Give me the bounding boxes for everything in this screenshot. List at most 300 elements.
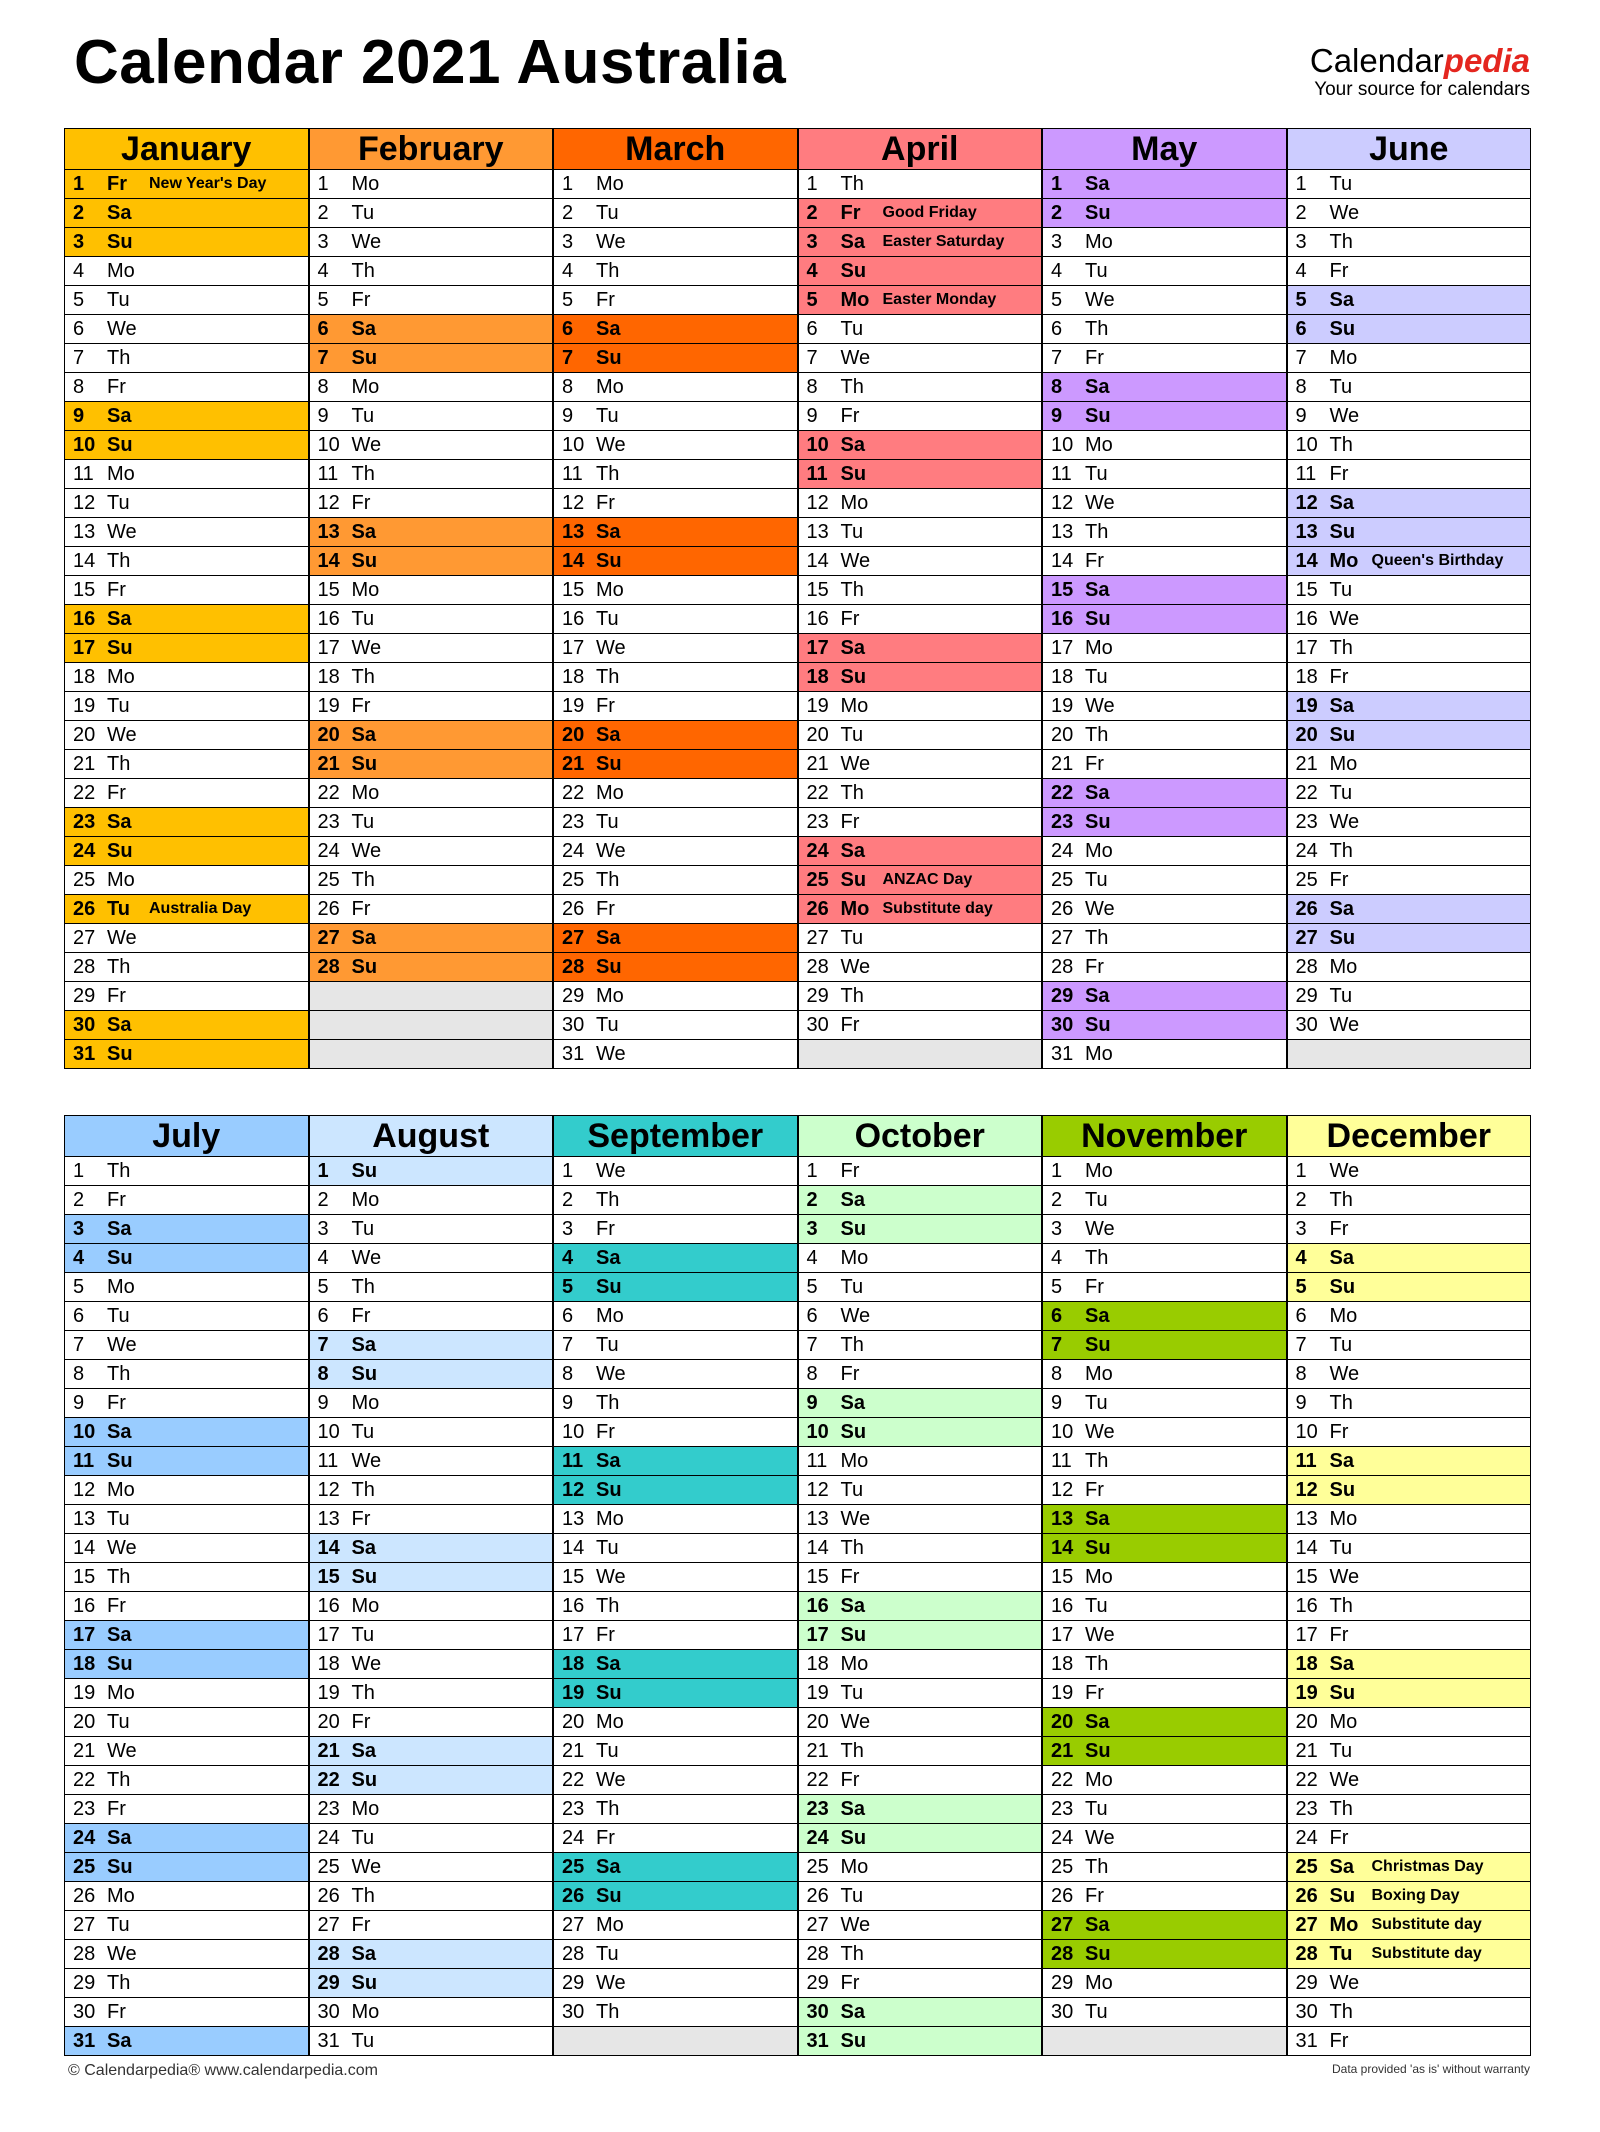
weekday-abbr: Tu — [351, 608, 375, 630]
day-row — [64, 2027, 309, 2056]
day-number: 18 — [806, 1653, 829, 1675]
weekday-abbr: Sa — [596, 1653, 621, 1675]
day-number: 18 — [73, 1653, 96, 1675]
day-row — [309, 692, 554, 721]
weekday-abbr: Fr — [1085, 347, 1104, 369]
day-number: 18 — [806, 666, 829, 688]
day-row — [1042, 1389, 1287, 1418]
day-number: 24 — [806, 1827, 829, 1849]
day-row — [1287, 924, 1532, 953]
brand-tagline: Your source for calendars — [1314, 79, 1530, 100]
day-row — [1287, 1853, 1532, 1882]
day-number: 16 — [73, 608, 96, 630]
day-number: 5 — [1051, 289, 1063, 311]
day-number: 12 — [317, 1479, 340, 1501]
weekday-abbr: Sa — [107, 2030, 132, 2052]
weekday-abbr: Th — [107, 956, 131, 978]
month-july — [64, 1115, 309, 2056]
weekday-abbr: Su — [107, 1247, 133, 1269]
weekday-abbr: Fr — [596, 1218, 615, 1240]
day-row — [798, 953, 1043, 982]
day-row — [1042, 1766, 1287, 1795]
day-row — [309, 1853, 554, 1882]
weekday-abbr: Tu — [107, 1508, 130, 1530]
day-row — [1287, 1505, 1532, 1534]
day-row — [309, 1244, 554, 1273]
day-row — [1042, 1418, 1287, 1447]
month-november — [1042, 1115, 1287, 2056]
day-row — [1042, 982, 1287, 1011]
day-row — [309, 1563, 554, 1592]
day-row — [1042, 1273, 1287, 1302]
day-row — [798, 1215, 1043, 1244]
weekday-abbr: Th — [840, 1334, 864, 1356]
day-row — [798, 1882, 1043, 1911]
day-row — [553, 286, 798, 315]
weekday-abbr: Su — [351, 1769, 378, 1791]
weekday-abbr: We — [1085, 898, 1115, 920]
day-row — [309, 460, 554, 489]
day-number: 24 — [562, 1827, 585, 1849]
day-number: 4 — [1051, 1247, 1063, 1269]
weekday-abbr: We — [351, 434, 382, 456]
day-number: 26 — [806, 1885, 829, 1907]
day-number: 12 — [806, 1479, 829, 1501]
day-row — [553, 1244, 798, 1273]
weekday-abbr: Sa — [596, 1450, 621, 1472]
day-row — [1042, 1911, 1287, 1940]
weekday-abbr: Mo — [596, 579, 624, 601]
weekday-abbr: Mo — [351, 1595, 380, 1617]
day-number: 7 — [1051, 347, 1063, 369]
day-row — [553, 431, 798, 460]
weekday-abbr: Su — [596, 1276, 622, 1298]
day-row — [553, 779, 798, 808]
day-number: 6 — [73, 318, 85, 340]
weekday-abbr: Sa — [1329, 1450, 1354, 1472]
day-number: 22 — [806, 782, 829, 804]
weekday-abbr: We — [1085, 1218, 1115, 1240]
weekday-abbr: We — [1085, 1421, 1115, 1443]
weekday-abbr: Fr — [840, 811, 860, 833]
day-row — [1042, 1563, 1287, 1592]
day-row — [798, 866, 1043, 895]
day-number: 28 — [562, 1943, 585, 1965]
day-row — [553, 489, 798, 518]
day-number: 11 — [73, 463, 94, 485]
day-number: 19 — [317, 695, 340, 717]
weekday-abbr: Mo — [1329, 956, 1358, 978]
day-row — [64, 1447, 309, 1476]
day-number: 24 — [317, 1827, 340, 1849]
day-row — [309, 547, 554, 576]
day-number: 23 — [317, 1798, 340, 1820]
day-row — [1042, 750, 1287, 779]
weekday-abbr: Su — [107, 840, 133, 862]
weekday-abbr: We — [596, 637, 626, 659]
day-row — [1287, 953, 1532, 982]
weekday-abbr: Tu — [596, 1943, 619, 1965]
weekday-abbr: Fr — [107, 376, 126, 398]
weekday-abbr: Sa — [1085, 1711, 1110, 1733]
day-row — [309, 1302, 554, 1331]
footer-copyright: © Calendarpedia® www.calendarpedia.com — [68, 2062, 378, 2079]
day-row — [798, 1534, 1043, 1563]
day-number: 18 — [562, 1653, 585, 1675]
day-number: 31 — [806, 2030, 829, 2052]
day-number: 31 — [317, 2030, 340, 2052]
day-number: 18 — [1295, 666, 1318, 688]
day-number: 26 — [1295, 898, 1318, 920]
weekday-abbr: Sa — [107, 202, 132, 224]
weekday-abbr: Mo — [351, 782, 380, 804]
weekday-abbr: Su — [596, 347, 622, 369]
day-row — [309, 1911, 554, 1940]
day-number: 28 — [73, 1943, 96, 1965]
weekday-abbr: Fr — [596, 289, 615, 311]
day-number: 26 — [73, 1885, 96, 1907]
day-row — [553, 1650, 798, 1679]
day-row — [309, 750, 554, 779]
day-row — [1287, 1011, 1532, 1040]
day-number: 13 — [317, 521, 340, 543]
day-number: 7 — [1295, 1334, 1307, 1356]
day-row — [309, 1360, 554, 1389]
weekday-abbr: Sa — [351, 318, 376, 340]
day-row — [553, 1418, 798, 1447]
weekday-abbr: Mo — [1085, 1363, 1113, 1385]
weekday-abbr: We — [596, 840, 626, 862]
weekday-abbr: Th — [1085, 927, 1109, 949]
day-number: 2 — [1295, 1189, 1307, 1211]
day-number: 5 — [1295, 1276, 1307, 1298]
weekday-abbr: Th — [1085, 521, 1109, 543]
day-number: 26 — [806, 898, 829, 920]
day-row — [1042, 837, 1287, 866]
day-row — [1287, 1650, 1532, 1679]
day-row — [553, 1563, 798, 1592]
day-row — [798, 1505, 1043, 1534]
weekday-abbr: Mo — [351, 1189, 380, 1211]
day-row — [1042, 1882, 1287, 1911]
day-number: 12 — [562, 492, 585, 514]
day-number: 2 — [73, 1189, 85, 1211]
weekday-abbr: We — [840, 956, 871, 978]
day-number: 5 — [562, 289, 574, 311]
weekday-abbr: Fr — [1085, 753, 1104, 775]
day-number: 24 — [1295, 1827, 1318, 1849]
day-number: 23 — [73, 811, 96, 833]
day-row — [553, 634, 798, 663]
day-number: 17 — [317, 1624, 340, 1646]
weekday-abbr: Su — [1085, 1334, 1111, 1356]
day-number: 11 — [73, 1450, 95, 1472]
weekday-abbr: Sa — [596, 318, 621, 340]
day-number: 29 — [73, 1972, 96, 1994]
day-number: 19 — [806, 695, 829, 717]
weekday-abbr: Sa — [596, 1856, 621, 1878]
day-number: 1 — [1295, 1160, 1307, 1182]
day-number: 13 — [806, 521, 829, 543]
day-row — [64, 344, 309, 373]
day-number: 13 — [1051, 521, 1074, 543]
weekday-abbr: Th — [1085, 1450, 1109, 1472]
day-number: 21 — [806, 753, 829, 775]
day-number: 13 — [562, 521, 585, 543]
day-number: 2 — [806, 202, 818, 224]
day-row — [1287, 866, 1532, 895]
day-row — [1042, 895, 1287, 924]
weekday-abbr: We — [596, 1972, 626, 1994]
day-number: 27 — [562, 1914, 585, 1936]
day-row — [64, 1331, 309, 1360]
weekday-abbr: We — [596, 1769, 626, 1791]
day-row — [798, 199, 1043, 228]
day-number: 5 — [806, 1276, 818, 1298]
day-number: 2 — [806, 1189, 818, 1211]
weekday-abbr: Su — [107, 1856, 133, 1878]
weekday-abbr: Tu — [840, 1885, 864, 1907]
weekday-abbr: Mo — [1329, 753, 1358, 775]
weekday-abbr: Sa — [1329, 1856, 1354, 1878]
day-row — [309, 1708, 554, 1737]
weekday-abbr: Su — [351, 1160, 378, 1182]
weekday-abbr: Tu — [596, 405, 619, 427]
day-number: 24 — [562, 840, 585, 862]
day-row — [64, 431, 309, 460]
day-row — [309, 1534, 554, 1563]
weekday-abbr: Sa — [1329, 898, 1354, 920]
day-row — [553, 721, 798, 750]
weekday-abbr: Fr — [1329, 2030, 1349, 2052]
weekday-abbr: Mo — [596, 173, 624, 195]
day-row — [798, 1476, 1043, 1505]
day-number: 19 — [1051, 695, 1074, 717]
weekday-abbr: We — [107, 724, 137, 746]
day-number: 27 — [806, 927, 829, 949]
day-row — [798, 1447, 1043, 1476]
weekday-abbr: Tu — [351, 811, 375, 833]
day-row — [798, 1389, 1043, 1418]
month-header: August — [309, 1115, 554, 1157]
day-number: 8 — [1051, 376, 1063, 398]
day-row — [1287, 431, 1532, 460]
day-row — [798, 1824, 1043, 1853]
day-row — [64, 895, 309, 924]
day-number: 22 — [806, 1769, 829, 1791]
day-row — [1042, 1157, 1287, 1186]
brand-logo[interactable] — [1310, 44, 1530, 101]
weekday-abbr: Su — [107, 1450, 133, 1472]
empty-day-cell — [553, 2027, 798, 2056]
weekday-abbr: Fr — [1329, 1218, 1349, 1240]
weekday-abbr: Sa — [1085, 985, 1110, 1007]
day-number: 19 — [806, 1682, 829, 1704]
day-row — [64, 1244, 309, 1273]
day-row — [1287, 1592, 1532, 1621]
day-row — [64, 1040, 309, 1069]
weekday-abbr: Su — [1085, 1537, 1111, 1559]
weekday-abbr: Mo — [840, 1450, 869, 1472]
day-row — [798, 1157, 1043, 1186]
day-row — [553, 1737, 798, 1766]
day-number: 11 — [562, 1450, 584, 1472]
weekday-abbr: Th — [351, 1479, 375, 1501]
weekday-abbr: We — [1085, 492, 1115, 514]
weekday-abbr: Mo — [1085, 840, 1113, 862]
day-row — [1287, 663, 1532, 692]
day-number: 1 — [562, 1160, 574, 1182]
holiday-name: Easter Saturday — [882, 233, 1005, 250]
day-number: 13 — [562, 1508, 585, 1530]
weekday-abbr: Tu — [840, 724, 864, 746]
day-row — [798, 1592, 1043, 1621]
day-row — [309, 228, 554, 257]
weekday-abbr: Sa — [1329, 1247, 1354, 1269]
day-row — [1287, 1940, 1532, 1969]
weekday-abbr: Th — [351, 1885, 375, 1907]
weekday-abbr: Su — [840, 1624, 867, 1646]
weekday-abbr: Fr — [596, 1421, 615, 1443]
day-number: 5 — [1295, 289, 1307, 311]
day-row — [1042, 576, 1287, 605]
day-row — [309, 1592, 554, 1621]
day-number: 18 — [1295, 1653, 1318, 1675]
weekday-abbr: We — [107, 318, 137, 340]
day-number: 8 — [1295, 376, 1307, 398]
weekday-abbr: Mo — [107, 1682, 135, 1704]
day-number: 15 — [1295, 1566, 1318, 1588]
day-row — [1042, 1998, 1287, 2027]
day-number: 10 — [806, 434, 829, 456]
day-number: 7 — [1051, 1334, 1063, 1356]
day-number: 15 — [73, 1566, 96, 1588]
day-number: 16 — [1051, 1595, 1074, 1617]
day-number: 12 — [1051, 492, 1074, 514]
weekday-abbr: Th — [840, 985, 864, 1007]
day-number: 14 — [73, 550, 96, 572]
day-number: 20 — [806, 724, 829, 746]
day-number: 8 — [317, 376, 329, 398]
day-row — [64, 1737, 309, 1766]
weekday-abbr: Tu — [107, 1305, 130, 1327]
day-number: 13 — [73, 1508, 96, 1530]
day-number: 28 — [1295, 1943, 1318, 1965]
day-row — [64, 866, 309, 895]
day-number: 24 — [73, 840, 96, 862]
weekday-abbr: Sa — [107, 1014, 132, 1036]
weekday-abbr: Tu — [596, 1740, 619, 1762]
day-number: 1 — [1051, 173, 1063, 195]
month-april — [798, 128, 1043, 1069]
day-row — [64, 170, 309, 199]
day-row — [1287, 1389, 1532, 1418]
weekday-abbr: We — [840, 1711, 871, 1733]
weekday-abbr: Th — [351, 666, 375, 688]
day-row — [309, 837, 554, 866]
day-number: 6 — [806, 1305, 818, 1327]
weekday-abbr: Mo — [351, 2001, 380, 2023]
day-row — [309, 1650, 554, 1679]
day-row — [309, 2027, 554, 2056]
empty-day-cell — [798, 1040, 1043, 1069]
weekday-abbr: Fr — [840, 202, 861, 224]
weekday-abbr: Mo — [107, 666, 135, 688]
day-number: 24 — [1051, 1827, 1074, 1849]
day-row — [64, 1940, 309, 1969]
day-number: 9 — [73, 1392, 85, 1414]
holiday-name: New Year's Day — [149, 175, 267, 192]
day-number: 12 — [73, 1479, 96, 1501]
day-number: 1 — [806, 173, 818, 195]
day-number: 11 — [1051, 463, 1072, 485]
day-row — [64, 1563, 309, 1592]
day-row — [798, 634, 1043, 663]
day-row — [1042, 1476, 1287, 1505]
weekday-abbr: We — [351, 1856, 382, 1878]
day-number: 14 — [317, 1537, 340, 1559]
weekday-abbr: Th — [107, 1972, 131, 1994]
day-row — [798, 837, 1043, 866]
weekday-abbr: Fr — [351, 695, 371, 717]
day-number: 25 — [562, 1856, 585, 1878]
day-number: 27 — [317, 1914, 340, 1936]
day-row — [64, 1969, 309, 1998]
day-number: 1 — [1051, 1160, 1063, 1182]
month-may — [1042, 128, 1287, 1069]
weekday-abbr: Sa — [351, 1334, 376, 1356]
day-number: 27 — [73, 927, 96, 949]
weekday-abbr: Mo — [1329, 1305, 1358, 1327]
day-number: 8 — [806, 1363, 818, 1385]
weekday-abbr: Sa — [107, 811, 132, 833]
day-row — [1042, 1853, 1287, 1882]
day-row — [1042, 779, 1287, 808]
day-row — [798, 460, 1043, 489]
day-number: 8 — [73, 1363, 85, 1385]
day-row — [798, 663, 1043, 692]
weekday-abbr: We — [107, 1740, 137, 1762]
weekday-abbr: Th — [1085, 1856, 1109, 1878]
day-row — [1042, 605, 1287, 634]
weekday-abbr: Su — [351, 1566, 378, 1588]
weekday-abbr: Sa — [596, 521, 621, 543]
day-row — [798, 402, 1043, 431]
day-row — [309, 1737, 554, 1766]
weekday-abbr: Su — [107, 231, 133, 253]
weekday-abbr: Sa — [1329, 1653, 1354, 1675]
day-number: 5 — [562, 1276, 574, 1298]
day-row — [1287, 547, 1532, 576]
day-number: 15 — [562, 1566, 585, 1588]
weekday-abbr: Mo — [1085, 231, 1113, 253]
day-number: 6 — [1051, 1305, 1063, 1327]
weekday-abbr: Tu — [1085, 1595, 1108, 1617]
weekday-abbr: We — [107, 1334, 137, 1356]
day-row — [553, 1679, 798, 1708]
weekday-abbr: Fr — [596, 492, 615, 514]
weekday-abbr: Tu — [596, 1014, 619, 1036]
day-row — [64, 1766, 309, 1795]
day-row — [798, 1940, 1043, 1969]
day-row — [1042, 315, 1287, 344]
day-number: 5 — [1051, 1276, 1063, 1298]
day-number: 5 — [73, 289, 85, 311]
day-row — [309, 431, 554, 460]
day-number: 30 — [1051, 2001, 1074, 2023]
weekday-abbr: Su — [351, 1363, 378, 1385]
weekday-abbr: Mo — [596, 1508, 624, 1530]
